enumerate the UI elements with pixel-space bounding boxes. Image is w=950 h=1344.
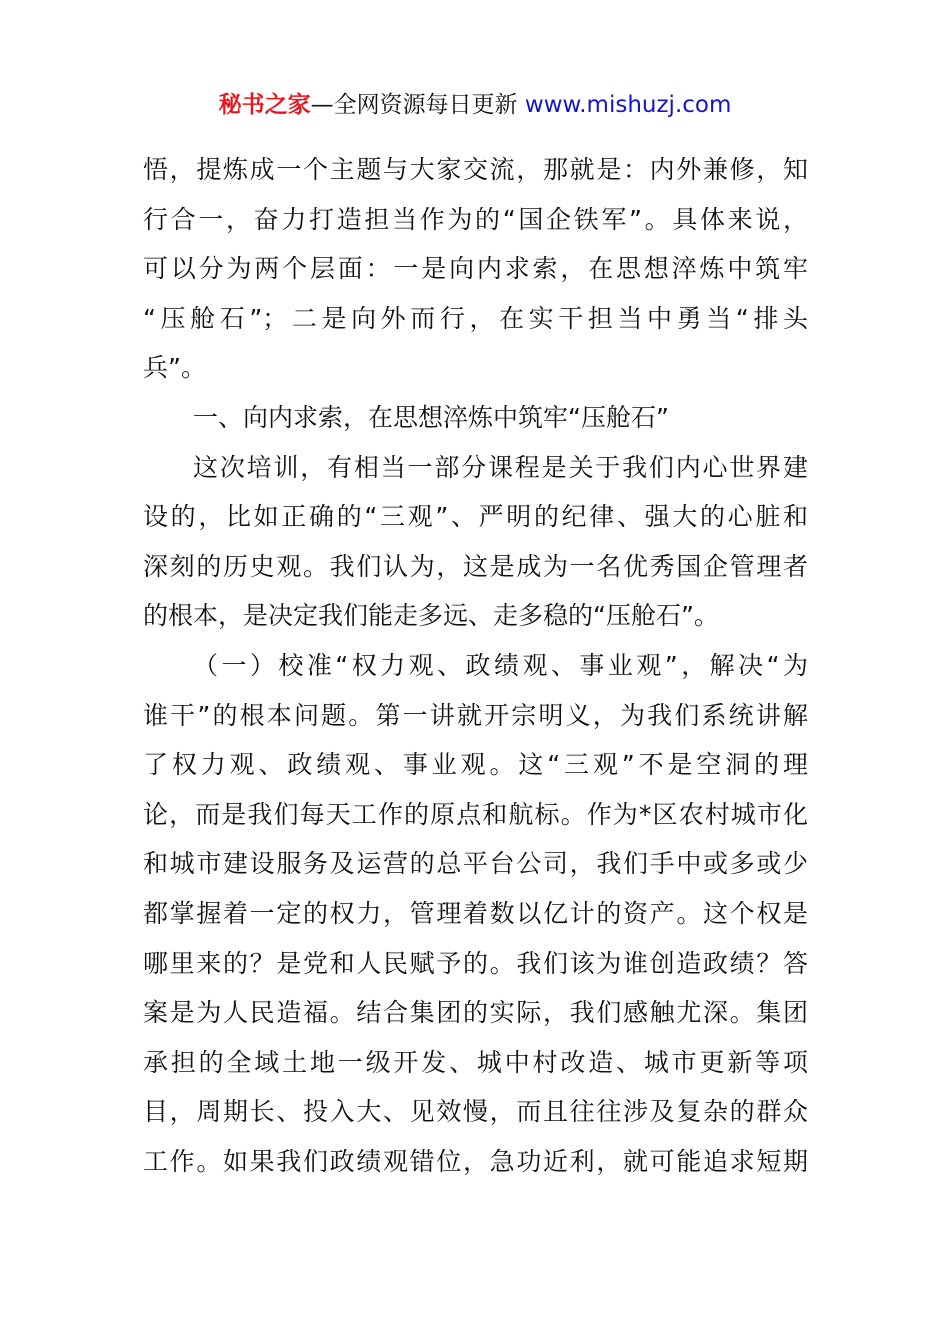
- text-line: 目，周期长、投入大、见效慢，而且往往涉及复杂的群众: [143, 1097, 808, 1127]
- paragraph-first-line: （一）校准“权力观、政绩观、事业观”，解决“为: [193, 650, 808, 680]
- paragraph-first-line: 这次培训，有相当一部分课程是关于我们内心世界建: [193, 452, 808, 482]
- text-line: 谁干”的根本问题。第一讲就开宗明义，为我们系统讲解: [143, 700, 808, 730]
- text-line: 论，而是我们每天工作的原点和航标。作为*区农村城市化: [143, 799, 808, 829]
- text-line: 了权力观、政绩观、事业观。这“三观”不是空洞的理: [143, 750, 808, 780]
- text-line: 的根本，是决定我们能走多远、走多稳的“压舱石”。: [143, 601, 719, 631]
- text-line: 行合一，奋力打造担当作为的“国企铁军”。具体来说，: [143, 204, 808, 234]
- text-line: “压舱石”；二是向外而行，在实干担当中勇当“排头: [143, 303, 808, 333]
- website-url[interactable]: www.mishuzj.com: [524, 92, 732, 118]
- text-line: 兵”。: [143, 353, 206, 383]
- text-line: 案是为人民造福。结合集团的实际，我们感触尤深。集团: [143, 998, 808, 1028]
- text-line: 工作。如果我们政绩观错位，急功近利，就可能追求短期: [143, 1146, 808, 1176]
- header-tagline: —全网资源每日更新: [310, 92, 525, 118]
- text-line: 承担的全域土地一级开发、城中村改造、城市更新等项: [143, 1047, 808, 1077]
- text-line: 哪里来的？是党和人民赋予的。我们该为谁创造政绩？答: [143, 948, 808, 978]
- text-line: 都掌握着一定的权力，管理着数以亿计的资产。这个权是: [143, 898, 808, 928]
- document-body: [143, 145, 808, 1186]
- page-header: [0, 88, 950, 122]
- text-line: 可以分为两个层面：一是向内求索，在思想淬炼中筑牢: [143, 254, 808, 284]
- brand-name: 秘书之家: [218, 92, 311, 118]
- text-line: 悟，提炼成一个主题与大家交流，那就是：内外兼修，知: [143, 155, 808, 184]
- section-heading: 一、向内求索，在思想淬炼中筑牢“压舱石”: [193, 402, 669, 432]
- text-line: 设的，比如正确的“三观”、严明的纪律、强大的心脏和: [143, 502, 808, 532]
- text-line: 深刻的历史观。我们认为，这是成为一名优秀国企管理者: [143, 551, 808, 581]
- text-line: 和城市建设服务及运营的总平台公司，我们手中或多或少: [143, 849, 808, 879]
